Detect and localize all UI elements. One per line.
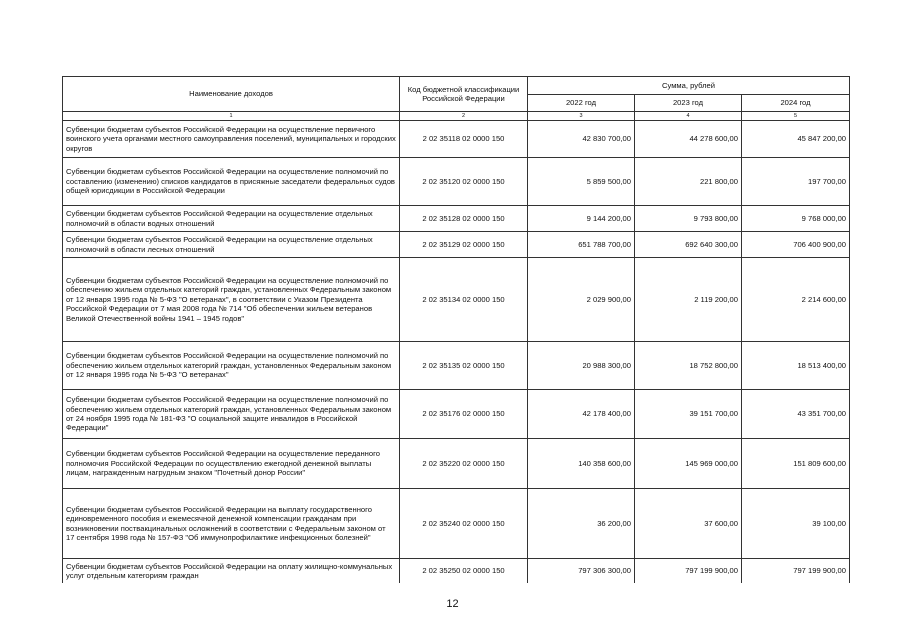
amount-2023-cell: 2 119 200,00: [635, 258, 742, 342]
column-number-2: 2: [400, 112, 528, 121]
income-name-cell: Субвенции бюджетам субъектов Российской Федерации на осуществление отдельных полномочий в области водных отношений: [63, 206, 400, 232]
amount-2022-cell: 20 988 300,00: [528, 342, 635, 390]
income-table: [62, 76, 850, 583]
amount-2024-cell: 9 768 000,00: [742, 206, 850, 232]
amount-2022-cell: 651 788 700,00: [528, 232, 635, 258]
amount-2023-cell: 18 752 800,00: [635, 342, 742, 390]
header-year-2024: 2024 год: [742, 95, 850, 112]
income-name-cell: Субвенции бюджетам субъектов Российской Федерации на осуществление полномочий по составлению (изменению) списков кандидатов в присяжные заседатели федеральных судов общей юрисдикции в Российской Федерации: [63, 158, 400, 206]
table-row: [63, 232, 850, 258]
table-body: [63, 121, 850, 584]
table-row: [63, 559, 850, 584]
column-number-4: 4: [635, 112, 742, 121]
budget-code-cell: 2 02 35240 02 0000 150: [400, 489, 528, 559]
budget-code-cell: 2 02 35134 02 0000 150: [400, 258, 528, 342]
budget-code-cell: 2 02 35118 02 0000 150: [400, 121, 528, 158]
budget-code-cell: 2 02 35220 02 0000 150: [400, 439, 528, 489]
amount-2022-cell: 140 358 600,00: [528, 439, 635, 489]
income-name-cell: Субвенции бюджетам субъектов Российской Федерации на осуществление полномочий по обеспечению жильем отдельных категорий граждан, установленных Федеральным законом от 12 января 1995 года № 5-ФЗ "О ветеранах", в соответствии с Указом Президента Российской Федерации от 7 мая 2008 года № 714 "Об обеспечении жильем ветеранов Великой Отечественной войны 1941 – 1945 годов": [63, 258, 400, 342]
budget-code-cell: 2 02 35250 02 0000 150: [400, 559, 528, 584]
amount-2024-cell: 39 100,00: [742, 489, 850, 559]
income-name-cell: Субвенции бюджетам субъектов Российской Федерации на выплату государственного единовременного пособия и ежемесячной денежной компенсации гражданам при возникновении поствакцинальных осложнений в соответствии с Федеральным законом от 17 сентября 1998 года № 157-ФЗ "Об иммунопрофилактике инфекционных болезней": [63, 489, 400, 559]
amount-2022-cell: 36 200,00: [528, 489, 635, 559]
column-number-5: 5: [742, 112, 850, 121]
header-year-2022: 2022 год: [528, 95, 635, 112]
income-name-cell: Субвенции бюджетам субъектов Российской Федерации на осуществление отдельных полномочий в области лесных отношений: [63, 232, 400, 258]
column-number-3: 3: [528, 112, 635, 121]
amount-2023-cell: 39 151 700,00: [635, 390, 742, 439]
header-income-name: Наименование доходов: [63, 77, 400, 112]
amount-2023-cell: 9 793 800,00: [635, 206, 742, 232]
table-header: [63, 77, 850, 121]
table-row: [63, 158, 850, 206]
table-row: [63, 489, 850, 559]
budget-code-cell: 2 02 35120 02 0000 150: [400, 158, 528, 206]
income-name-cell: Субвенции бюджетам субъектов Российской Федерации на осуществление полномочий по обеспечению жильем отдельных категорий граждан, установленных Федеральным законом от 24 ноября 1995 года № 181-ФЗ "О социальной защите инвалидов в Российской Федерации": [63, 390, 400, 439]
amount-2023-cell: 692 640 300,00: [635, 232, 742, 258]
amount-2024-cell: 18 513 400,00: [742, 342, 850, 390]
header-year-2023: 2023 год: [635, 95, 742, 112]
header-sum: Сумма, рублей: [528, 77, 850, 95]
income-name-cell: Субвенции бюджетам субъектов Российской Федерации на осуществление первичного воинского учета органами местного самоуправления поселений, муниципальных и городских округов: [63, 121, 400, 158]
budget-code-cell: 2 02 35176 02 0000 150: [400, 390, 528, 439]
amount-2022-cell: 797 306 300,00: [528, 559, 635, 584]
header-budget-code: Код бюджетной классификации Российской Федерации: [400, 77, 528, 112]
amount-2022-cell: 42 830 700,00: [528, 121, 635, 158]
page-number: 12: [446, 598, 459, 610]
amount-2022-cell: 2 029 900,00: [528, 258, 635, 342]
amount-2024-cell: 797 199 900,00: [742, 559, 850, 584]
table-row: [63, 258, 850, 342]
amount-2024-cell: 151 809 600,00: [742, 439, 850, 489]
income-name-cell: Субвенции бюджетам субъектов Российской Федерации на оплату жилищно-коммунальных услуг отдельным категориям граждан: [63, 559, 400, 584]
budget-code-cell: 2 02 35135 02 0000 150: [400, 342, 528, 390]
income-name-cell: Субвенции бюджетам субъектов Российской Федерации на осуществление переданного полномочия Российской Федерации по осуществлению ежегодной денежной выплаты лицам, награжденным нагрудным знаком "Почетный донор России": [63, 439, 400, 489]
table-row: [63, 439, 850, 489]
amount-2024-cell: 45 847 200,00: [742, 121, 850, 158]
amount-2023-cell: 221 800,00: [635, 158, 742, 206]
amount-2022-cell: 42 178 400,00: [528, 390, 635, 439]
amount-2024-cell: 197 700,00: [742, 158, 850, 206]
amount-2023-cell: 797 199 900,00: [635, 559, 742, 584]
amount-2023-cell: 145 969 000,00: [635, 439, 742, 489]
amount-2023-cell: 37 600,00: [635, 489, 742, 559]
table-row: [63, 390, 850, 439]
column-number-1: 1: [63, 112, 400, 121]
amount-2024-cell: 2 214 600,00: [742, 258, 850, 342]
table-row: [63, 342, 850, 390]
table-row: [63, 206, 850, 232]
table-row: [63, 121, 850, 158]
amount-2023-cell: 44 278 600,00: [635, 121, 742, 158]
amount-2024-cell: 706 400 900,00: [742, 232, 850, 258]
budget-code-cell: 2 02 35128 02 0000 150: [400, 206, 528, 232]
income-name-cell: Субвенции бюджетам субъектов Российской Федерации на осуществление полномочий по обеспечению жильем отдельных категорий граждан, установленных Федеральным законом от 12 января 1995 года № 5-ФЗ "О ветеранах": [63, 342, 400, 390]
amount-2022-cell: 9 144 200,00: [528, 206, 635, 232]
amount-2022-cell: 5 859 500,00: [528, 158, 635, 206]
amount-2024-cell: 43 351 700,00: [742, 390, 850, 439]
budget-code-cell: 2 02 35129 02 0000 150: [400, 232, 528, 258]
